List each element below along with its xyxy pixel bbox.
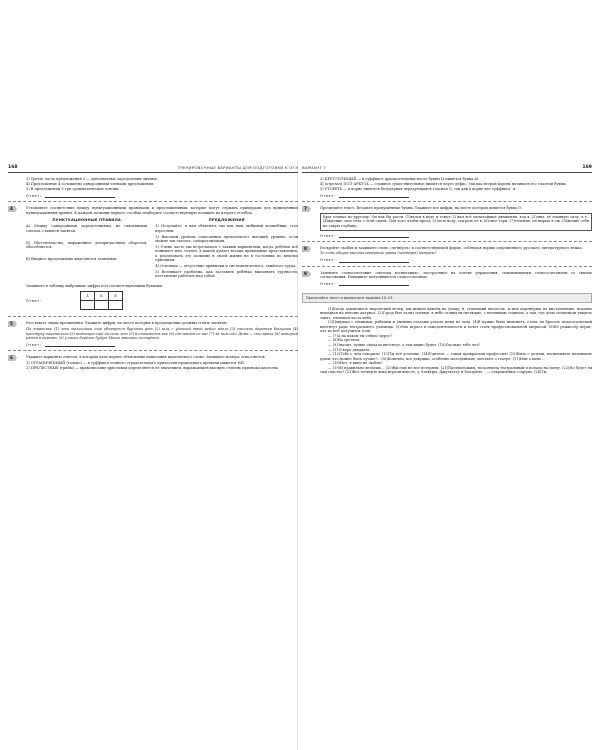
task-number-badge: 9 <box>302 271 309 277</box>
task-text: Укажите варианты ответов, в которых дано верное объяснение написания выделенного слова. Запишите номера этих ответов. <box>26 355 266 360</box>
list-item: 4) Основное — отсутствие привычки и систематического, тяжёлого труда. <box>155 264 297 269</box>
sentences-column <box>155 218 298 281</box>
list-item: Б) Обстоятельство, выраженное деепричастным оборотом, обособляется. <box>26 240 148 250</box>
list-item: 4) (отрезал) ПОЛ-АРБУЗА — сложное существительное пишется через дефис, так как второй корень начинается с гласной буквы. <box>320 181 567 186</box>
divider <box>302 266 592 267</box>
passage-paragraph: — (8)На третьем. <box>328 338 361 343</box>
answer-cell[interactable] <box>109 301 123 310</box>
left-header <box>8 164 298 173</box>
list-item: 5) В предложении 5 три грамматические основы. <box>26 186 120 191</box>
passage-paragraph: — (19)И правильно делаешь... (20)Вы ещё не все потеряли. (21)Предположим, ты кончила театральный и попала на сцену. (22)Но будет ли там счастье? (23)Вот четверть века играли вместе, у Электры, Джульетту и Беатриче... — откровенные старухи. (24)Ты <box>320 365 592 375</box>
divider <box>302 241 592 242</box>
task-7-text-box: Враг плавал по-другому. Он как бы растя..(1)вался в воде и тонул..(2)вал всё мельчайшие движения, ход в..(3)лны, её плавную силу, в т..(4)ждение свое тела с этой силой. Для того чтобы преод..(5)леть воду, сыграть её в..(6)сное горн..(7)течение, он вырыл в сж..(8)жение себя на такую глубину. <box>320 213 592 231</box>
table-header-cell: А <box>81 292 95 301</box>
right-page-number: 169 <box>582 164 592 170</box>
answer-label: Ответ: <box>26 343 42 348</box>
list-item: 2) ПРЕЛЕСТНЫЕ (грибы) — правописание приставки определяется её значением, выражающей высшую степень признака качества. <box>26 365 280 370</box>
task-example: То есть общая высота ковёрного равна (четвёрт) метрам? <box>320 251 437 256</box>
answer-label: Ответ: <box>26 299 42 304</box>
task-4-columns <box>8 218 298 281</box>
list-item: 5) УТОРЕТЬ — в корне пишется безударная чередующаяся гласная О, так как в корне нет суффикса -А-. <box>320 186 518 191</box>
divider <box>302 201 592 202</box>
passage-paragraph: (1)Когда закончился творческий вечер, мы вышли вдвоём на улицу: я, седеющий писатель, и моя партнёрша по выступлению, недавно выходная на пенсию актриса. (2)Город был залит огнями, в небе отливали светящие, с пленящим седином, а там, где дома позволили увидеть закат, алеющая часть неба. <box>320 306 592 320</box>
answer-cell[interactable] <box>95 301 109 310</box>
column-heading: ПУНКТУАЦИОННЫЕ ПРАВИЛА <box>52 217 121 222</box>
task-5 <box>8 321 298 340</box>
task-6-list <box>8 361 298 370</box>
reading-passage <box>302 307 592 375</box>
list-item: 1) ОГРАНИЧЕННЫЙ (только) — в суффиксе полного страдательного причастия прошедшего времени пишется НН. <box>26 360 245 365</box>
answer-line <box>302 282 592 286</box>
answer-cell[interactable] <box>81 301 95 310</box>
table-header-cell: В <box>109 292 123 301</box>
answer-label: Ответ: <box>320 282 336 287</box>
list-item: В) Вводное предложение выделяется запятыми. <box>26 257 118 262</box>
list-item: А) Между однородными определениями, не связанными союзом, ставится запятая. <box>26 224 148 233</box>
answer-line <box>302 234 592 238</box>
table-instruction: Запишите в таблицу выбранные цифры под соответствующими буквами. <box>26 283 164 288</box>
task-passage: По трапинке (1) что мальчишка ещё обернутся бурлами рот (2) шла с удочкой твой рейки вдоль (3) высоких деревьев боьшими (4) простуду тщательно (5) вытащив ещё да семь лет (5) в стоимость вое (6) сделанная из нас (7) за ним шёл Дима — сын врача (8) который рядом в деревне (9) у своих берёзок будут Миши машины сестрёнки. <box>26 327 298 340</box>
answer-label: Ответ: <box>26 194 42 199</box>
left-page-number: 168 <box>8 164 18 170</box>
left-header-title: ТРЕНИРОВОЧНЫЕ ВАРИАНТЫ ДЛЯ ПОДГОТОВКИ К ОГЭ <box>177 164 298 170</box>
right-page <box>302 160 592 750</box>
task-6 <box>8 355 298 359</box>
list-item: 2) Высокий уровень самооценки предполагает высокий уровень, если можно так сказать, самореализации. <box>155 234 298 243</box>
answer-label: Ответ: <box>320 194 336 199</box>
left-carry-list <box>8 177 298 191</box>
passage-paragraph: — (9)Значит, лучше сначала институт, а там видно будет. (10)Сколько тебе лет? <box>328 342 480 347</box>
task-text: Раскройте скобки и запишите слово «четвёрть» в соответствующей форме, соблюдая нормы современного русского литературного языка. <box>320 245 583 250</box>
divider <box>8 201 298 202</box>
passage-paragraph: — (11)Скоро двадцать. <box>328 347 371 352</box>
list-item: 5) Возникает проблема, как заставить ребёнка выполнить трудности, постепенно работать над собой. <box>155 270 298 279</box>
task-text: Установите соответствие между пунктуационными правилами и предложениями, которые могут служить примерами для приведённых пунктуационных правил. К каждой позиции первого столбца подберите соответствующую позицию из второго столбца. <box>26 206 298 215</box>
divider <box>8 316 298 317</box>
answer-line <box>8 194 298 198</box>
right-header-title: ВАРИАНТ 7 <box>302 164 327 170</box>
task-number-badge: 4 <box>8 206 15 212</box>
passage-paragraph: — (18)Нет, я кино не люблю! <box>328 361 383 366</box>
list-item: 1) Получайте, я вам объяснял, мы как наш любимый волшебник, стал взрослым. <box>155 224 298 233</box>
passage-paragraph: — (12)Тебе с чём говорить! (13)Ты всё успеешь. (14)Учитель — такая прекрасная профессия! (15)Быть с детьми, воспитывать маленькие души, что может быть лучше?.. (16)Конечно, все девушки, особенно молоденькие, мечтают о театре. (17)Или о кино... <box>320 352 592 361</box>
reading-banner: Прочитайте текст и выполните задания 10–13. <box>302 293 592 303</box>
answer-label: Ответ: <box>320 233 336 238</box>
divider <box>8 350 298 351</box>
answer-table-row <box>8 288 298 313</box>
task-8 <box>302 246 592 256</box>
list-item: 3) КРУГЛОЛИЦЫЙ — в суффиксе прилагательных после буквы Ц пишется буква Ы. <box>320 177 479 181</box>
task-text: Расставьте знаки препинания. Укажите цифры, на месте которых в предложении должны стоять запятые. <box>26 321 228 326</box>
left-page <box>8 160 298 750</box>
answer-table <box>80 291 123 310</box>
answer-line <box>8 343 298 347</box>
task-7 <box>302 206 592 210</box>
table-header-cell: Б <box>95 292 109 301</box>
task-number-badge: 6 <box>8 355 15 361</box>
task-text: Прочитайте текст. Вставьте пропущенные буквы. Укажите все цифры, на месте которых пишется буква О. <box>320 206 523 211</box>
list-item: 3) Очень часто мы встречаемся с такими вариантами, когда ребёнок всё понимает или, точнее, в нашей думает весьма правильные представления, а реализовать эту позицию в своей жизни не в состоянии по многим причинам. <box>155 245 298 262</box>
column-heading: ПРЕДЛОЖЕНИЯ <box>208 217 245 222</box>
passage-paragraph: — (7)А на каком ты сейчас курсе? <box>328 333 393 338</box>
task-number-badge: 7 <box>302 206 309 212</box>
rules-column <box>26 218 147 281</box>
task-text: Замените словосочетание «методы воспитания», построенное на основе управления, синонимичным словосочетанием со связью согласования. Напишите получившееся словосочетание. <box>320 270 592 280</box>
task-number-badge: 5 <box>8 321 15 327</box>
answer-label: Ответ: <box>320 258 336 263</box>
list-item: 3) Третье часть предложения 3 — однозначные определения-личные. <box>26 177 158 181</box>
answer-line <box>302 194 592 198</box>
list-item: 4) Предложение 4 осложнено однородными членами предложения. <box>26 181 155 186</box>
right-carry-list <box>302 177 592 191</box>
right-header <box>302 164 592 173</box>
passage-paragraph: (3)Девушка с тёмными, робкими и умными глазами узнала меня из зала. (4)В нужно было выяснить, стоит ли бросать педагогический институт ради театрального училища. (5)Она играет в самодеятельности и хочет стать профессиональной актрисой. (6)Её режиссёр верит, что из неё получится толк. <box>320 320 592 333</box>
task-number-badge: 8 <box>302 246 309 252</box>
answer-line <box>302 258 592 262</box>
task-9 <box>302 271 592 280</box>
task-4 <box>8 206 298 215</box>
